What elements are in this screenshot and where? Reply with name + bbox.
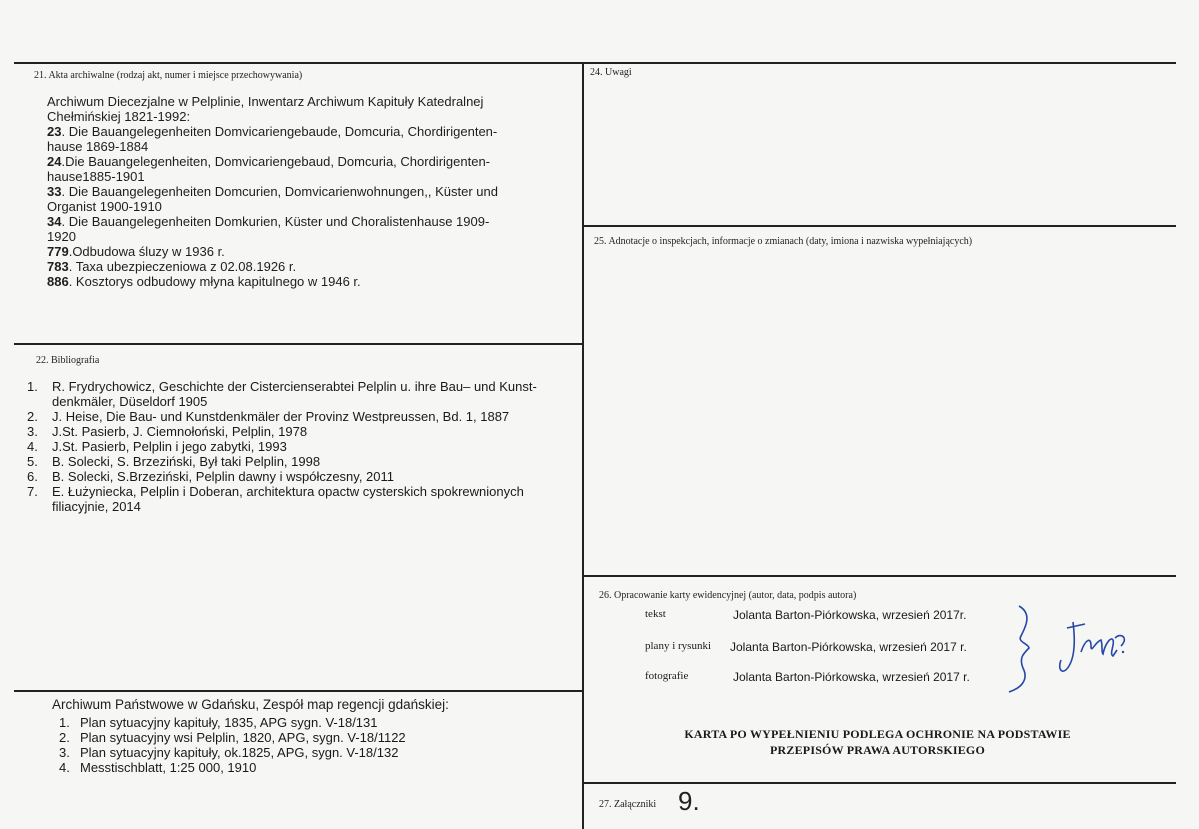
item-text: Plan sytuacyjny wsi Pelplin, 1820, APG, sygn. V-18/1122 <box>80 730 406 745</box>
record-text: Organist 1900-1910 <box>47 199 162 214</box>
bibliography-item <box>27 409 577 424</box>
divider-21-22 <box>14 343 582 345</box>
archival-record <box>47 274 498 289</box>
item-number: 7. <box>27 484 38 499</box>
item-number: 4. <box>59 760 70 775</box>
record-number: 23 <box>47 124 62 139</box>
center-divider <box>582 62 584 829</box>
item-text: filiacyjnie, 2014 <box>52 499 141 514</box>
state-archive-heading: Archiwum Państwowe w Gdańsku, Zespół map regencji gdańskiej: <box>52 697 449 712</box>
archival-record <box>47 259 498 274</box>
item-text: J.St. Pasierb, J. Ciemnołoński, Pelplin, 1978 <box>52 424 308 439</box>
bibliography-list <box>27 379 577 514</box>
author-row-value: Jolanta Barton-Piórkowska, wrzesień 2017r. <box>733 608 967 622</box>
section-26-label: 26. Opracowanie karty ewidencyjnej (autor, data, podpis autora) <box>599 590 857 601</box>
record-number: 34 <box>47 214 62 229</box>
archival-record <box>47 214 498 244</box>
archival-records-list <box>47 124 498 289</box>
map-item <box>59 745 559 760</box>
bibliography-item <box>27 424 577 439</box>
author-row-value: Jolanta Barton-Piórkowska, wrzesień 2017 r. <box>730 640 967 654</box>
item-number: 2. <box>59 730 70 745</box>
record-text: . Taxa ubezpieczeniowa z 02.08.1926 r. <box>68 259 297 274</box>
item-number: 2. <box>27 409 38 424</box>
map-item <box>59 730 559 745</box>
record-number: 24 <box>47 154 62 169</box>
archival-record <box>47 184 498 214</box>
record-text: .Odbudowa śluzy w 1936 r. <box>68 244 225 259</box>
item-text: J.St. Pasierb, Pelplin i jego zabytki, 1993 <box>52 439 287 454</box>
author-row-key: plany i rysunki <box>645 640 711 652</box>
divider-26-27 <box>584 782 1176 784</box>
record-number: 886 <box>47 274 69 289</box>
item-number: 5. <box>27 454 38 469</box>
attachments-count: 9. <box>678 786 700 816</box>
top-border <box>14 62 1176 64</box>
record-text: . Die Bauangelegenheiten Domcurien, Domvicarienwohnungen,, Küster und <box>61 184 498 199</box>
record-text: . Die Bauangelegenheiten Domkurien, Küster und Choralistenhause 1909- <box>61 214 490 229</box>
author-row-key: fotografie <box>645 670 689 682</box>
item-text: R. Frydrychowicz, Geschichte der Cistercienserabtei Pelplin u. ihre Bau– und Kunst- <box>52 379 537 394</box>
archival-record <box>47 154 498 184</box>
item-number: 1. <box>59 715 70 730</box>
item-text: Plan sytuacyjny kapituły, ok.1825, APG, sygn. V-18/132 <box>80 745 399 760</box>
maps-list <box>59 715 559 775</box>
bibliography-item <box>27 484 577 514</box>
record-text: hause1885-1901 <box>47 169 145 184</box>
record-text: 1920 <box>47 229 76 244</box>
map-item <box>59 715 559 730</box>
record-number: 33 <box>47 184 62 199</box>
item-text: B. Solecki, S.Brzeziński, Pelplin dawny i współczesny, 2011 <box>52 469 395 484</box>
author-row-key: tekst <box>645 608 666 620</box>
item-text: Plan sytuacyjny kapituły, 1835, APG sygn. V-18/131 <box>80 715 378 730</box>
bibliography-item <box>27 439 577 454</box>
section-27-label: 27. Załączniki <box>599 799 657 810</box>
intro-line-1: Archiwum Diecezjalne w Pelplinie, Inwentarz Archiwum Kapituły Katedralnej <box>47 94 484 109</box>
divider-22-23 <box>14 690 582 692</box>
item-text: J. Heise, Die Bau- und Kunstdenkmäler der Provinz Westpreussen, Bd. 1, 1887 <box>52 409 510 424</box>
notice-line-2: PRZEPISÓW PRAWA AUTORSKIEGO <box>769 743 985 757</box>
section-25-label: 25. Adnotacje o inspekcjach, informacje o zmianach (daty, imiona i nazwiska wypełniających) <box>594 236 973 247</box>
section-24-label: 24. Uwagi <box>590 67 632 78</box>
author-row-value: Jolanta Barton-Piórkowska, wrzesień 2017 r. <box>733 670 970 684</box>
archival-record <box>47 124 498 154</box>
record-text: hause 1869-1884 <box>47 139 149 154</box>
bibliography-item <box>27 379 577 409</box>
record-text: . Die Bauangelegenheiten Domvicariengebaude, Domcuria, Chordirigenten- <box>61 124 498 139</box>
item-text: Messtischblatt, 1:25 000, 1910 <box>80 760 257 775</box>
item-text: B. Solecki, S. Brzeziński, Był taki Pelplin, 1998 <box>52 454 321 469</box>
section-22-label: 22. Bibliografia <box>36 355 100 366</box>
record-text: .Die Bauangelegenheiten, Domvicariengebaud, Domcuria, Chordirigenten- <box>61 154 490 169</box>
copyright-notice <box>600 726 1155 758</box>
record-number: 779 <box>47 244 69 259</box>
section-21-label: 21. Akta archiwalne (rodzaj akt, numer i miejsce przechowywania) <box>34 70 303 81</box>
record-number: 783 <box>47 259 69 274</box>
record-text: . Kosztorys odbudowy młyna kapitulnego w 1946 r. <box>68 274 361 289</box>
item-number: 3. <box>59 745 70 760</box>
item-number: 4. <box>27 439 38 454</box>
item-text: denkmäler, Düseldorf 1905 <box>52 394 208 409</box>
bibliography-item <box>27 469 577 484</box>
map-item <box>59 760 559 775</box>
signature <box>1005 600 1135 695</box>
section-21-intro <box>47 94 483 124</box>
archival-record <box>47 244 498 259</box>
divider-24-25 <box>584 225 1176 227</box>
divider-25-26 <box>584 575 1176 577</box>
bibliography-item <box>27 454 577 469</box>
item-number: 1. <box>27 379 38 394</box>
intro-line-2: Chełmińskiej 1821-1992: <box>47 109 191 124</box>
item-text: E. Łużyniecka, Pelplin i Doberan, architektura opactw cysterskich spokrewnionych <box>52 484 524 499</box>
notice-line-1: KARTA PO WYPEŁNIENIU PODLEGA OCHRONIE NA PODSTAWIE <box>684 727 1071 741</box>
item-number: 3. <box>27 424 38 439</box>
item-number: 6. <box>27 469 38 484</box>
